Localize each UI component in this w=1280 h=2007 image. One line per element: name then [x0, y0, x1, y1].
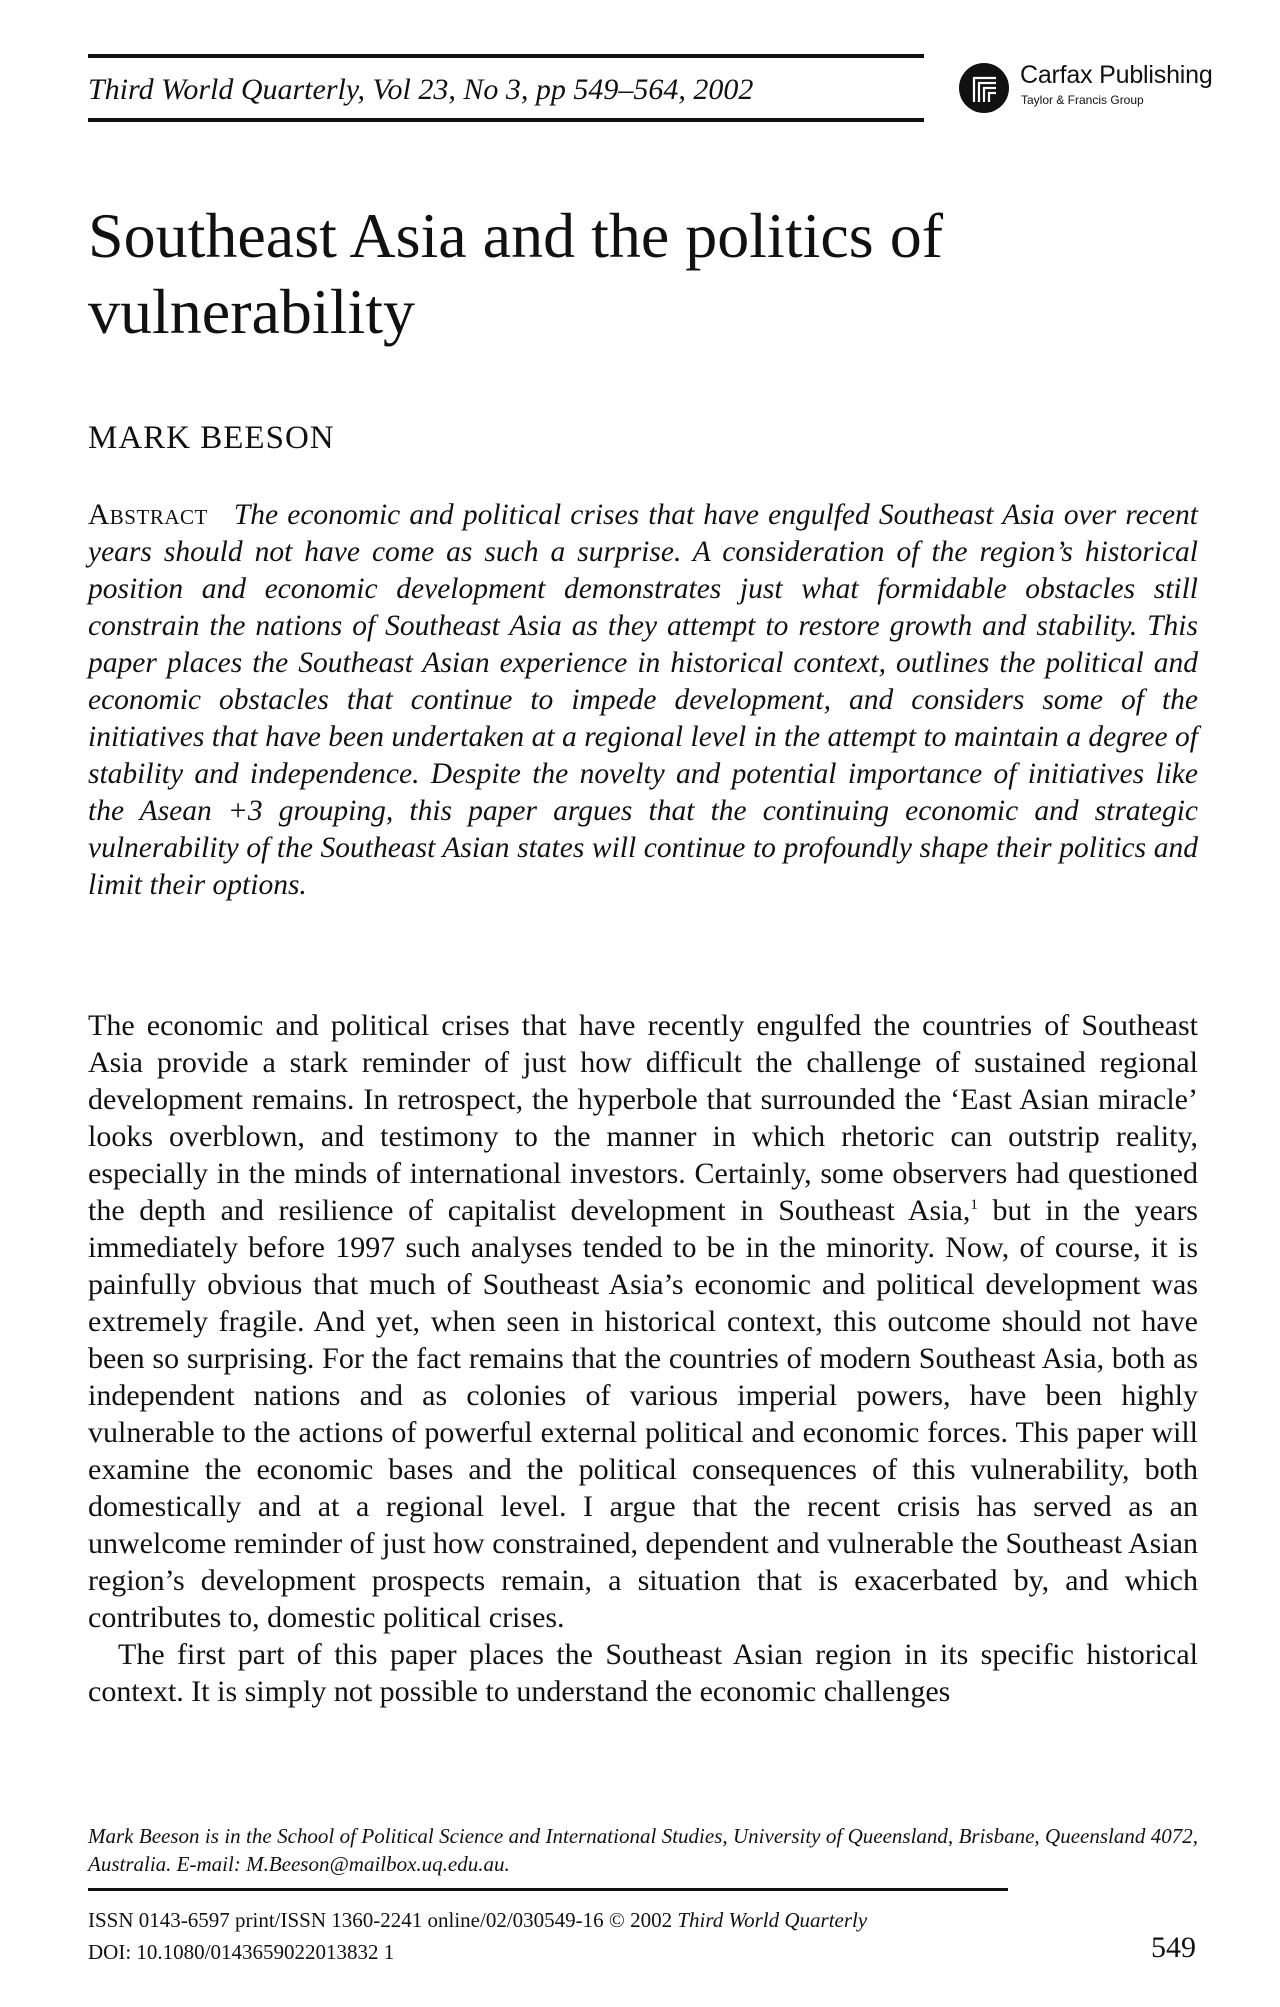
- abstract-text: The economic and political crises that have engulfed Southeast Asia over recent years should not have come as such a surprise. A consideration of the region’s historical position and economic development demonstrates just what formidable obstacles still constrain the nations of Southeast Asia as they attempt to restore growth and stability. This paper places the Southeast Asian experience in historical context, outlines the political and economic obstacles that continue to impede development, and considers some of the initiatives that have been undertaken at a regional level in the attempt to maintain a degree of stability and independence. Despite the novelty and potential importance of initiatives like the Asean +3 grouping, this paper argues that the continuing economic and strategic vulnerability of the Southeast Asian states will continue to profoundly shape their politics and limit their options.: [88, 499, 1198, 901]
- publisher-name: Carfax Publishing: [1020, 61, 1213, 89]
- abstract: [88, 497, 1198, 904]
- issn-journal-name: Third World Quarterly: [677, 1908, 868, 1932]
- body-paragraph-text: The economic and political crises that have recently engulfed the countries of Southeast Asia provide a stark reminder of just how difficult the challenge of sustained regional development remains. In retrospect, the hyperbole that surrounded the ‘East Asian miracle’ looks overblown, and testimony to the manner in which rhetoric can outstrip reality, especially in the minds of international investors. Certainly, some observers had questioned the depth and resilience of capitalist development in Southeast Asia,: [88, 1009, 1198, 1227]
- publisher-group: Taylor & Francis Group: [1021, 93, 1144, 107]
- body-paragraph-text: but in the years immediately before 1997 such analyses tended to be in the minority. Now, of course, it is painfully obvious that much of Southeast Asia’s economic and political development was extremely fragile. And yet, when seen in historical context, this outcome should not have been so surprising. For the fact remains that the countries of modern Southeast Asia, both as independent nations and as colonies of various imperial powers, have been highly vulnerable to the actions of powerful external political and economic forces. This paper will examine the economic bases and the political consequences of this vulnerability, both domestically and at a regional level. I argue that the recent crisis has served as an unwelcome reminder of just how constrained, dependent and vulnerable the Southeast Asian region’s development prospects remain, a situation that is exacerbated by, and which contributes to, domestic political crises.: [88, 1194, 1198, 1634]
- body-paragraph: The first part of this paper places the Southeast Asian region in its specific historical context. It is simply not possible to understand the economic challenges: [88, 1638, 1198, 1708]
- journal-citation: Third World Quarterly, Vol 23, No 3, pp 549–564, 2002: [88, 73, 754, 106]
- footnote-reference[interactable]: 1: [970, 1197, 978, 1213]
- header-top-rule: [88, 54, 924, 58]
- author-name: MARK BEESON: [88, 420, 335, 456]
- body-paragraph: [88, 1007, 1198, 1636]
- header-bottom-rule: [88, 118, 924, 122]
- carfax-logo-icon: [958, 62, 1010, 114]
- footer-rule: [88, 1888, 1008, 1891]
- issn-line: [88, 1906, 867, 1934]
- article-title: Southeast Asia and the politics of vulnerability: [88, 200, 943, 347]
- doi-line[interactable]: DOI: 10.1080/0143659022013832 1: [88, 1940, 395, 1964]
- issn-text: ISSN 0143-6597 print/ISSN 1360-2241 online/02/030549-16 © 2002: [88, 1908, 678, 1932]
- body-text: [88, 1007, 1198, 1710]
- abstract-label: Abstract: [88, 499, 208, 531]
- author-affiliation: Mark Beeson is in the School of Political Science and International Studies, University of Queensland, Brisbane, Queensland 4072, Australia. E-mail: M.Beeson@mailbox.uq.edu.au.: [88, 1824, 1198, 1876]
- page-number: 549: [1151, 1931, 1196, 1964]
- publisher-logo: [958, 60, 1218, 116]
